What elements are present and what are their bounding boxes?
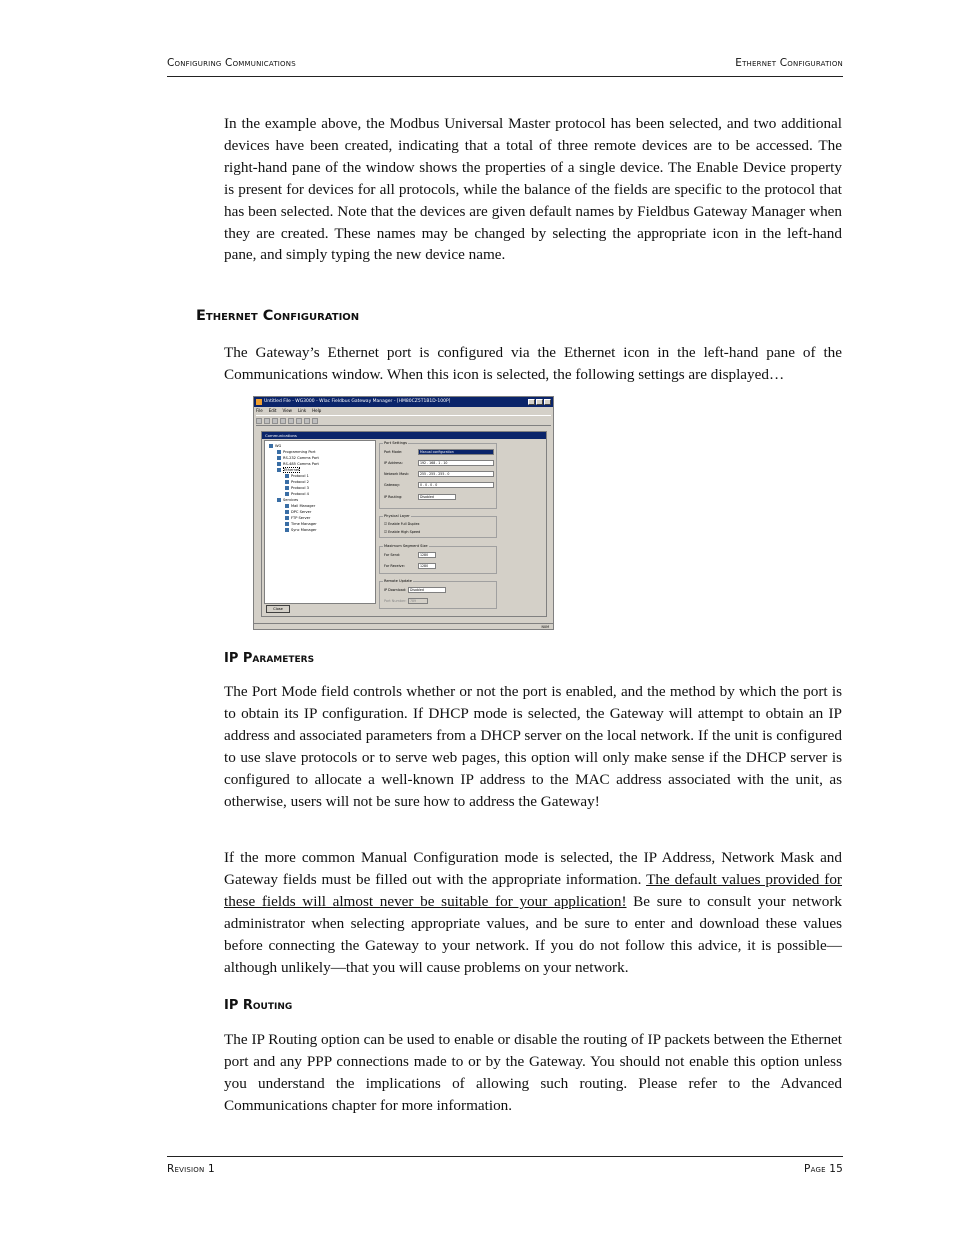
window-title: Untitled File - WG3000 - Wlac Fieldbus Gateway Manager - [HM80CZ5T1B1D-100P] [264,399,451,404]
menu-bar [256,408,321,413]
tree-item: Time Manager [269,521,371,527]
tree-item: Protocol 3 [269,485,371,491]
close-button: Close [266,605,290,613]
warning-underline: The default values provided for these fields will almost never be suitable for your application! [224,870,842,910]
window-buttons [528,399,551,405]
tree-item: FTP Server [269,515,371,521]
port-icon [277,456,281,460]
port-mode-select: Manual configuration [418,449,494,455]
ip-routing-title: IP Routing [224,998,293,1013]
copy-icon [288,418,294,424]
window-titlebar [254,397,553,407]
communications-window [261,431,547,617]
header-rule [167,76,843,77]
ip-routing-select: Disabled [418,494,456,500]
device-icon [269,444,273,448]
tree-item: Protocol 4 [269,491,371,497]
high-speed-checkbox: ☑ Enable High Speed [384,530,421,534]
ip-download-select: Disabled [408,587,446,593]
status-bar: NUM [254,623,553,629]
save-icon [272,418,278,424]
footer-rule [167,1156,843,1157]
tree-item: RS-232 Comms Port [269,455,371,461]
link-icon [312,418,318,424]
maximize-icon [536,399,543,405]
app-icon [256,399,262,405]
segment-size-group: Maximum Segment Size For Send: 1280 For Receive: 1280 [379,546,497,574]
tree-item: Protocol 2 [269,479,371,485]
new-icon [256,418,262,424]
receive-size-field: 1280 [418,563,436,569]
tree-item: WG [269,443,371,449]
menu-edit: Edit [268,408,277,413]
tree-item: Services [269,497,371,503]
ethernet-icon [277,468,281,472]
section-paragraph: The Gateway’s Ethernet port is configured via the Ethernet icon in the left-hand pane of the Communications window. When this icon is selected, the following settings are displayed… [224,344,842,383]
port-settings-group: Port Settings Port Mode: Manual configuration IP Address: 192 . 168 . 1 . 10 Network Mask: 255 . 255 . 255 . 0 Gateway: 0 . 0 . 0 . 0 IP Routing: Disabled [379,443,497,509]
minimize-icon [528,399,535,405]
physical-layer-group: Physical Layer ☑ Enable Full Duplex ☑ Enable High Speed [379,516,497,538]
properties-pane [379,440,544,616]
ip-address-field: 192 . 168 . 1 . 10 [418,460,494,466]
toolbar [256,415,551,426]
remote-update-group: Remote Update IP Download: Disabled Port Number: 789 [379,581,497,609]
menu-help: Help [312,408,322,413]
paste-icon [296,418,302,424]
send-size-field: 1280 [418,552,436,558]
device-tree [264,440,376,604]
section-title: Ethernet Configuration [196,308,360,324]
menu-file: File [256,408,263,413]
service-icon [285,504,289,508]
footer-page-number: Page 15 [804,1163,843,1175]
tree-item: Protocol 1 [269,473,371,479]
gateway-manager-screenshot [253,396,554,630]
footer-revision: Revision 1 [167,1163,215,1175]
ip-routing-paragraph: The IP Routing option can be used to enable or disable the routing of IP packets between the Ethernet port and any PPP connections made to or by the Gateway. You should not enable this option unless you understand the implications of allowing such routing. Please refer to the Advanced Communications chapter for more information. [224,1031,842,1114]
service-icon [285,510,289,514]
protocol-icon [285,480,289,484]
communications-title: Communications [262,432,546,439]
intro-paragraph: In the example above, the Modbus Universal Master protocol has been selected, and two additional devices have been created, indicating that a total of three remote devices are to be accessed. The right-hand pane of the window shows the properties of a single device. The Enable Device property is present for devices for all protocols, while the balance of the fields are specific to the protocol that has been selected. Note that the devices are given default names by Fieldbus Gateway Manager when they are created. These names may be changed by selecting the appropriate icon in the left-hand pane, and simply typing the new device name. [224,115,842,264]
tree-item: Sync Manager [269,527,371,533]
menu-view: View [282,408,292,413]
port-icon [277,462,281,466]
tree-item: RS-485 Comms Port [269,461,371,467]
full-duplex-checkbox: ☑ Enable Full Duplex [384,522,420,526]
protocol-icon [285,492,289,496]
menu-link: Link [297,408,307,413]
gateway-field: 0 . 0 . 0 . 0 [418,482,494,488]
open-icon [264,418,270,424]
port-icon [277,450,281,454]
services-icon [277,498,281,502]
port-number-field: 789 [408,598,428,604]
delete-icon [304,418,310,424]
header-chapter: Configuring Communications [167,57,296,69]
tree-item: DPC Server [269,509,371,515]
service-icon [285,516,289,520]
close-icon [544,399,551,405]
service-icon [285,528,289,532]
network-mask-field: 255 . 255 . 255 . 0 [418,471,494,477]
header-section: Ethernet Configuration [735,57,843,69]
cut-icon [280,418,286,424]
protocol-icon [285,486,289,490]
tree-item: Mail Manager [269,503,371,509]
ip-parameters-title: IP Parameters [224,651,315,666]
ip-parameters-paragraph-2: If the more common Manual Configuration mode is selected, the IP Address, Network Mask and Gateway fields must be filled out with the appropriate information. The default values provided for these fields will almost never be suitable for your application! Be sure to consult your network administrator when selecting appropriate values, and be sure to enter and download these values before connecting the Gateway to your network. If you do not follow this advice, it is possible—although unlikely—that you will cause problems on your network. [224,849,842,976]
tree-item-ethernet: Ethernet [269,467,371,473]
ip-parameters-paragraph-1: The Port Mode field controls whether or not the port is enabled, and the method by which the port is to obtain its IP configuration. If DHCP mode is selected, the Gateway will attempt to obtain an IP address and associated parameters from a DHCP server on the local network. If the unit is configured to use slave protocols or to serve web pages, this option will only make sense if the DHCP server is configured to allocate a well-known IP address to the MAC address associated with the unit, as otherwise, users will not be sure how to address the Gateway! [224,683,842,810]
tree-item: Programming Port [269,449,371,455]
service-icon [285,522,289,526]
protocol-icon [285,474,289,478]
